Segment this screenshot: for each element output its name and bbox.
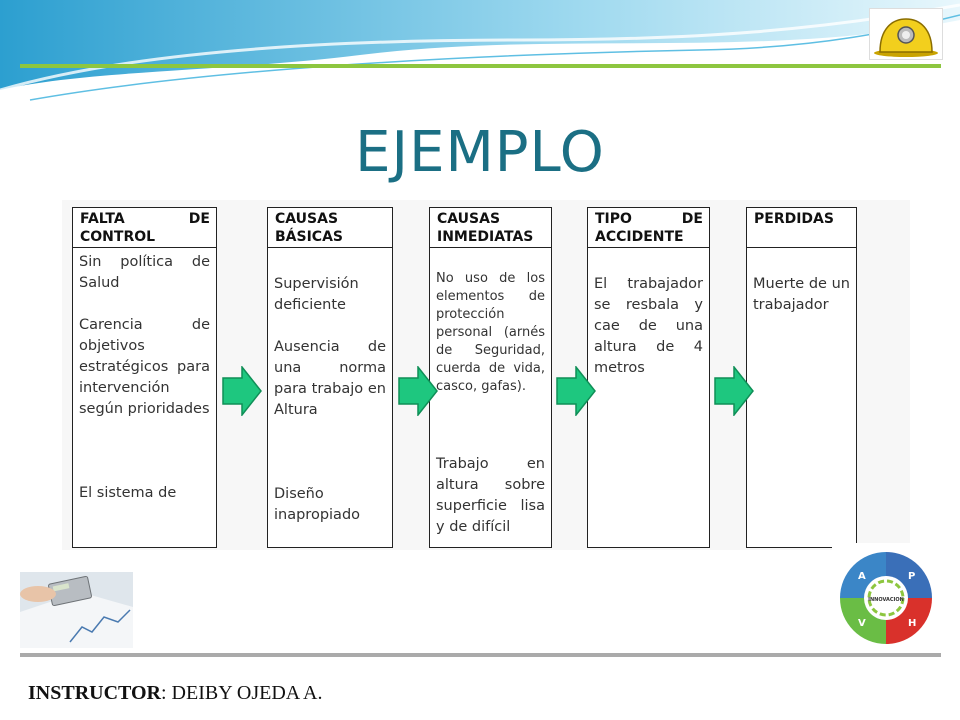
column-item: El sistema de: [79, 485, 177, 501]
column-body: [73, 248, 216, 504]
column-item: Sin política de Salud: [79, 254, 210, 291]
arrow-right-icon: [222, 366, 262, 416]
pdca-label: H: [908, 618, 917, 629]
pdca-center-label: INNOVACION: [868, 597, 904, 603]
column-header: TIPO DE ACCIDENTE: [588, 208, 709, 248]
instructor-name: : DEIBY OJEDA A.: [161, 682, 323, 704]
column-item: Diseño inapropiado: [274, 486, 361, 523]
column-body: [747, 248, 856, 316]
column-causas-basicas: [267, 207, 393, 548]
pdca-label: P: [908, 571, 916, 582]
instructor-label: INSTRUCTOR: [28, 682, 161, 704]
column-header: CAUSAS BÁSICAS: [268, 208, 392, 248]
column-item: Trabajo en altura sobre superficie lisa y de difícil: [436, 456, 545, 535]
arrow-right-icon: [714, 366, 754, 416]
calculator-photo: [20, 572, 133, 648]
column-body: [588, 248, 709, 379]
column-header: CAUSAS INMEDIATAS: [430, 208, 551, 248]
column-header: PERDIDAS: [747, 208, 856, 248]
helmet-logo: [869, 8, 943, 60]
column-tipo-de-accidente: [587, 207, 710, 548]
column-header: FALTA DE CONTROL: [73, 208, 216, 248]
pdca-label: V: [858, 618, 866, 629]
column-body: [430, 248, 551, 538]
instructor-credit: [28, 682, 322, 705]
arrow-right-icon: [398, 366, 438, 416]
pdca-cycle-logo: [832, 543, 940, 653]
arrow-right-icon: [556, 366, 596, 416]
column-item: Muerte de un trabajador: [753, 276, 850, 313]
slide-title: EJEMPLO: [355, 120, 605, 185]
column-causas-inmediatas: [429, 207, 552, 548]
column-item: No uso de los elementos de protección personal (arnés de Seguridad, cuerda de vida, casco, gafas).: [436, 271, 545, 394]
column-item: Ausencia de una norma para trabajo en Altura: [274, 339, 386, 418]
pdca-label: A: [858, 571, 866, 582]
column-perdidas: [746, 207, 857, 548]
column-item: El trabajador se resbala y cae de una altura de 4 metros: [594, 276, 703, 376]
helmet-icon: [870, 9, 942, 59]
header-wave-decoration: [0, 0, 960, 110]
column-item: Supervisión deficiente: [274, 276, 359, 313]
footer-divider: [20, 653, 941, 657]
column-falta-de-control: [72, 207, 217, 548]
column-body: [268, 248, 392, 526]
column-item: Carencia de objetivos estratégicos para intervención según prioridades: [79, 317, 210, 417]
